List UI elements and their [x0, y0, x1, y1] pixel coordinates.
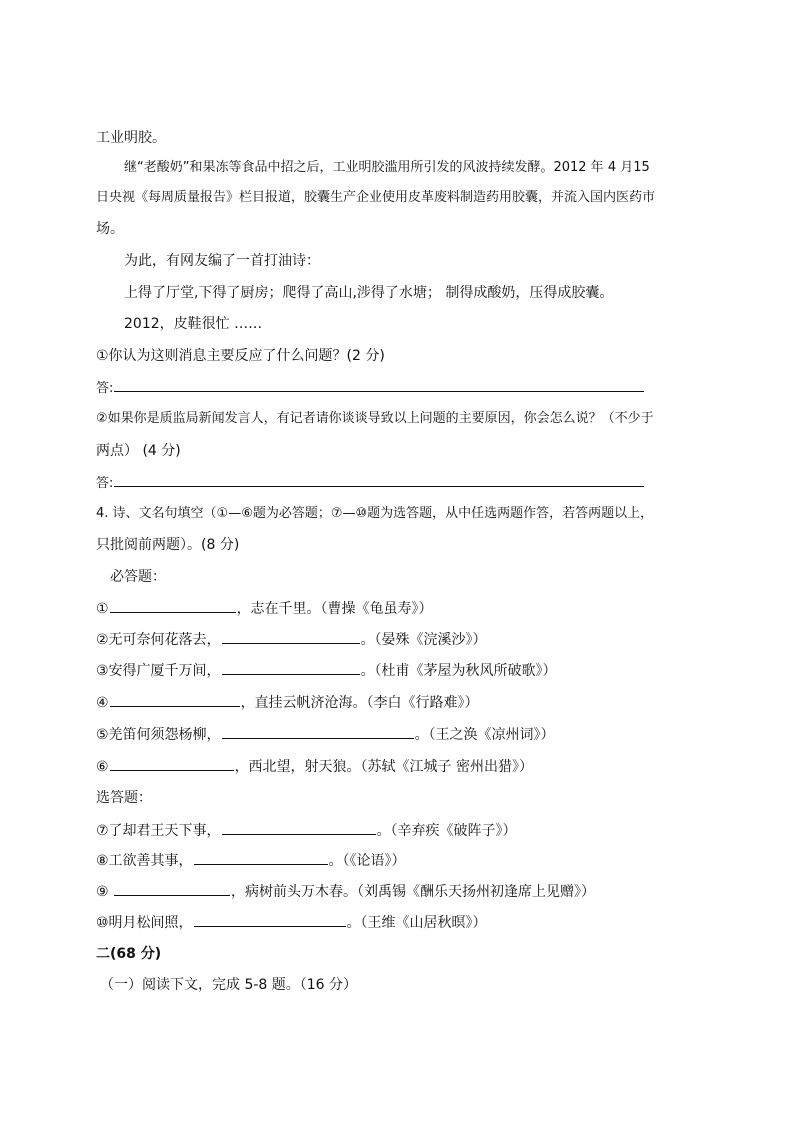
fill-blank[interactable] [222, 629, 360, 644]
answer-blank[interactable] [114, 377, 644, 392]
fill-item-7: ⑦了却君王天下事， 。（辛弃疾《破阵子》） [96, 820, 517, 841]
answer-label: 答: [96, 381, 114, 396]
question-2-line-b: 两点） (4 分) [96, 443, 181, 459]
passage-line-2: 继“老酸奶”和果冻等食品中招之后，工业明胶滥用所引发的风波持续发酵。2012 年 4 月15 [124, 160, 650, 175]
fill-item-9: ⑨ ，病树前头万木春。（刘禹锡《酬乐天扬州初逢席上见赠》） [96, 881, 595, 902]
fill-blank[interactable] [194, 912, 346, 927]
answer-blank[interactable] [114, 472, 644, 487]
passage-line-3: 日央视《每周质量报告》栏目报道，胶囊生产企业使用皮革废料制造药用胶囊，并流入国内医药市 [96, 190, 656, 205]
answer-line-1[interactable] [96, 377, 645, 399]
fill-blank[interactable] [110, 692, 240, 707]
fill-item-1: ① ，志在千里。（曹操《龟虽寿》） [96, 598, 433, 619]
fill-blank[interactable] [222, 820, 376, 835]
fill-item-10: ⑩明月松间照， 。（王维《山居秋暝》） [96, 912, 487, 933]
passage-line-4: 场。 [96, 221, 124, 237]
answer-label: 答: [96, 476, 114, 491]
fill-item-8: ⑧工欲善其事， 。（《论语》） [96, 850, 406, 871]
fill-item-5: ⑤羌笛何须怨杨柳， 。（王之涣《凉州词》） [96, 724, 555, 745]
fill-blank[interactable] [110, 756, 234, 771]
optional-heading: 选答题： [96, 790, 152, 806]
passage-line-1: 工业明胶。 [96, 130, 166, 146]
passage-line-7: 2012，皮鞋很忙 …… [124, 316, 263, 332]
fill-item-2: ②无可奈何花落去， 。（晏殊《浣溪沙》） [96, 629, 487, 650]
section-2-heading: 二(68 分) [96, 946, 162, 962]
passage-line-6: 上得了厅堂,下得了厨房；爬得了高山,涉得了水塘； 制得成酸奶，压得成胶囊。 [124, 285, 614, 301]
question-2-line-a: ②如果你是质监局新闻发言人，有记者请你谈谈导致以上问题的主要原因，你会怎么说？（不少于 [96, 411, 654, 426]
section-2-subheading: （一）阅读下文，完成 5-8 题。（16 分） [100, 977, 358, 993]
passage-line-5: 为此，有网友编了一首打油诗： [124, 253, 320, 269]
required-heading: 必答题： [110, 569, 166, 585]
question-4-intro-b: 只批阅前两题）。(8 分) [96, 537, 240, 553]
fill-blank[interactable] [222, 724, 414, 739]
fill-blank[interactable] [222, 660, 360, 675]
fill-item-3: ③安得广厦千万间， 。（杜甫《茅屋为秋风所破歌》） [96, 660, 557, 681]
fill-item-6: ⑥ ，西北望，射天狼。（苏轼《江城子 密州出猎》） [96, 756, 533, 777]
fill-item-4: ④ ，直挂云帆济沧海。（李白《行路难》） [96, 692, 479, 713]
fill-blank[interactable] [110, 598, 236, 613]
question-4-intro-a: 4. 诗、文名句填空（①—⑥题为必答题；⑦—⑩题为选答题，从中任选两题作答，若答两题以上， [96, 506, 654, 521]
fill-blank[interactable] [114, 881, 230, 896]
fill-blank[interactable] [194, 850, 328, 865]
question-1: ①你认为这则消息主要反应了什么问题？(2 分) [96, 348, 385, 364]
answer-line-2[interactable] [96, 472, 645, 494]
